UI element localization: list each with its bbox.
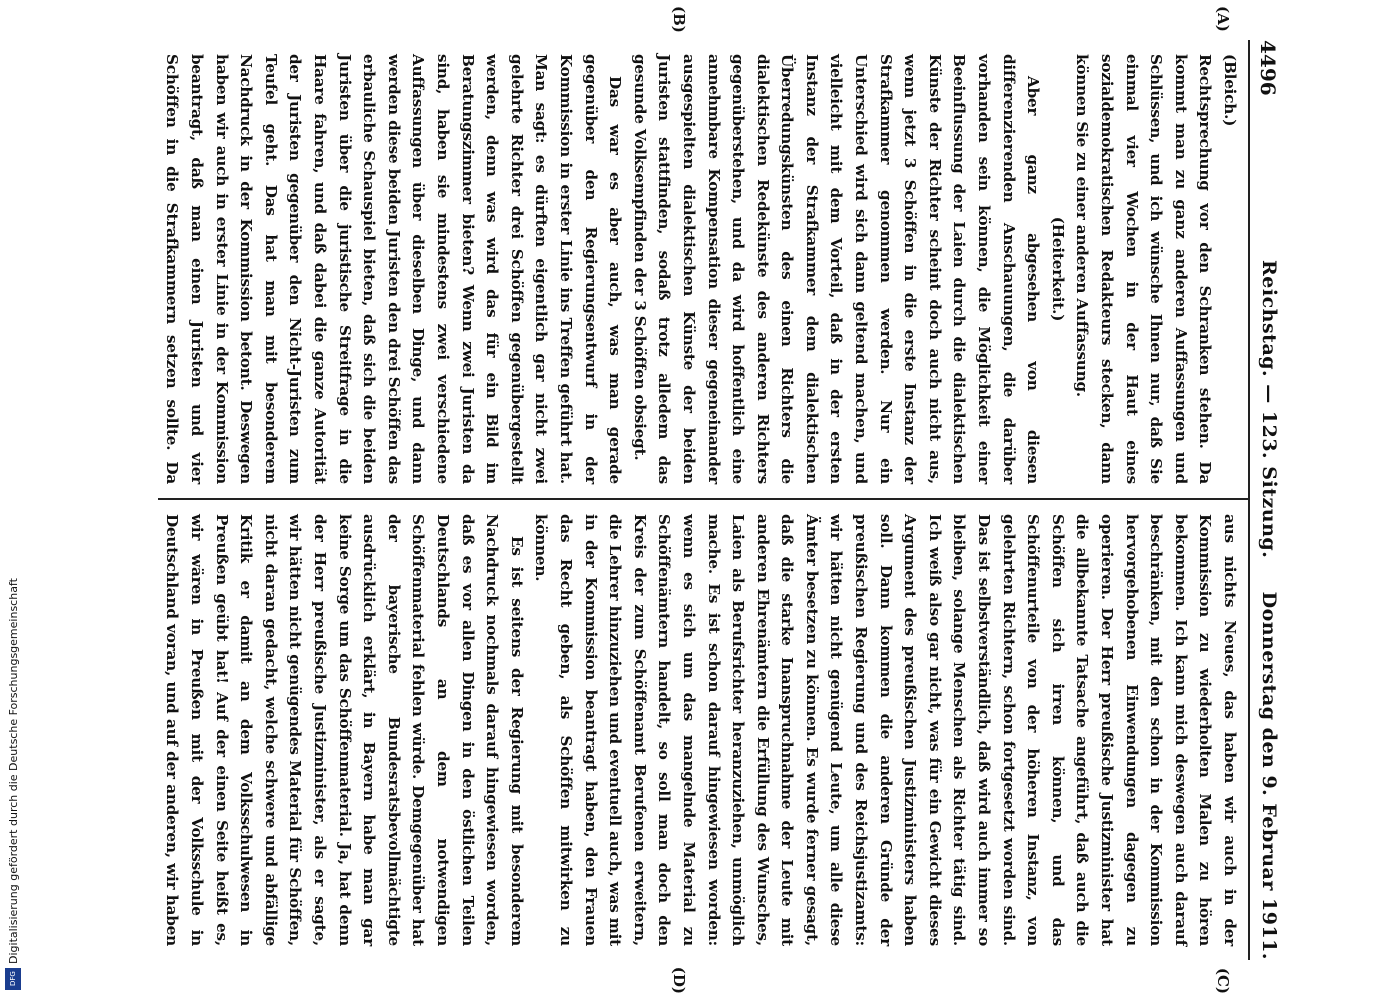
- paragraph: aus nichts Neues, das haben wir auch in der Kommission zu wiederholten Malen zu hören bekommen. Ich kann mich deswegen auch darauf beschränken, mit den schon in der Kommission hervorgehobenen Einwendungen dagegen zu operieren. Der Herr preußische Justizminister hat die allbekannte Tatsache angeführt, daß auch die Schöffen sich irren können, und das Schöffenurteile von der höheren Instanz, von gelehrten Richtern, schon fortgesetzt worden sind. Das ist selbstverständlich, daß wird auch immer so bleiben, solange Menschen als Richter tätig sind. Ich weiß also gar nicht, was für ein Gewicht dieses Argument des preußischen Justizministers haben soll. Dann kommen die anderen Gründe der preußischen Regierung und des Reichsjustizamts: wir hätten nicht genügend Leute, um alle diese Ämter besetzen zu können. Es wurde ferner gesagt, daß die starke Inanspruchnahme der Leute mit anderen Ehrenämtern die Erfüllung des Wunsches, Laien als Berufsrichter heranzuziehen, unmöglich mache. Es ist schon darauf hingewiesen worden: wenn es sich um das mangelnde Material zu Schöffenämtern handelt, so soll man doch den Kreis der zum Schöffenamt Berufenen erweitern, die Lehrer hinzuziehen und eventuell auch, was mit in der Kommission beantragt haben, den Frauen das Recht geben, als Schöffen mitwirken zu können.: [532, 514, 1239, 946]
- margin-marker-d: (D): [670, 966, 688, 994]
- paragraph: Das war es aber auch, was man gerade gegenüber den Regierungsentwurf in der Kommission in erster Linie ins Treffen geführt hat. Man sagt: es dürften eigentlich gar nicht zwei gelehrte Richter drei Schöffen gegenübergestellt werden, denn was wird das für ein Bild im Beratungszimmer bieten? Wenn zwei Juristen da sind, haben sie mindestens zwei verschiedene Auffassungen über dieselben Dinge, und dann werden diese beiden Juristen den drei Schöffen das erbauliche Schauspiel bieten, daß sich die beiden Juristen über die juristische Streitfrage in die Haare fahren, und daß dabei die ganze Autorität der Juristen gegenüber den Nicht-Juristen zum Teufel geht. Das hat man mit besonderem Nachdruck in der Kommission betont. Deswegen haben wir auch in erster Linie in der Kommission beantragt, daß man einen Juristen und vier Schöffen in die Strafkammern setzen sollte. Da: [163, 54, 625, 484]
- digitization-credit: [4, 578, 26, 994]
- header-title: Reichstag. — 123. Sitzung.: [1258, 260, 1280, 559]
- margin-marker-c: (C): [1214, 967, 1232, 994]
- paragraph: Rechtsprechung vor den Schranken stehen. Da kommt man zu ganz anderen Auffassungen und Schlüssen, und ich wünsche Ihnen nur, daß Sie einmal vier Wochen in der Haut eines sozialdemokratischen Redakteurs stecken, dann können Sie zu einer anderen Auffassung.: [1073, 54, 1215, 484]
- paragraph: Aber ganz abgesehen von diesen differenzierenden Anschauungen, die darüber vorhanden sein können, die Möglichkeit einer Beeinflussung der Laien durch die dialektischen Künste der Richter scheint doch auch nicht aus, wenn jetzt 3 Schöffen in die erste Instanz der Strafkammer genommen werden. Nur ein Unterschied wird sich dann geltend machen, und vielleicht mit dem Vorteil, daß in der ersten Instanz der Strafkammer dem dialektischen Überredungskünsten des einen Richters die dialektischen Redekünste des anderen Richters gegenüberstehen, und da wird hoffentlich eine annehmbare Kompensation dieser gegeneinander ausgespielten dialektischen Künste der beiden Juristen stattfinden, sodaß trotz alledem das gesunde Volksempfinden der 3 Schöffen obsiegt.: [630, 54, 1043, 484]
- speaker-tag: (Bleich.): [1221, 54, 1239, 127]
- interjection: (Heiterkeit.): [1048, 216, 1067, 322]
- margin-marker-b: (B): [670, 6, 688, 33]
- running-head: [1248, 40, 1284, 960]
- paragraph: Es ist seitens der Regierung mit besonderem Nachdruck nochmals darauf hingewiesen worden, daß es vor allen Dingen in den östlichen Teilen Deutschlands an dem notwendigen Schöffenmaterial fehlen würde. Demgegenüber hat der bayerische Bundesratsbevollmächtigte ausdrücklich erklärt, in Bayern habe man gar keine Sorge um das Schöffenmaterial. Ja, hat denn der Herr preußische Justizminister, als er sagte, wir hätten nicht genügendes Material für Schöffen, nicht daran gedacht, welche schwere und abfällige Kritik er damit an dem Volksschulwesen in Preußen geübt hat! Auf der einen Seite heißt es, wir wären in Preußen mit der Volksschule in Deutschland voran, und auf der anderen, wir haben: [163, 514, 526, 946]
- margin-marker-a: (A): [1214, 6, 1232, 32]
- header-date: Donnerstag den 9. Februar 1911.: [1258, 591, 1280, 960]
- left-column: [158, 40, 1248, 500]
- text-columns: [158, 6, 1248, 994]
- page-number: 4496: [1256, 40, 1280, 96]
- credit-text: Digitalisierung gefördert durch die Deutsche Forschungsgemeinschaft: [7, 578, 20, 964]
- right-column: [158, 500, 1248, 960]
- dfg-logo: DFG: [5, 968, 21, 990]
